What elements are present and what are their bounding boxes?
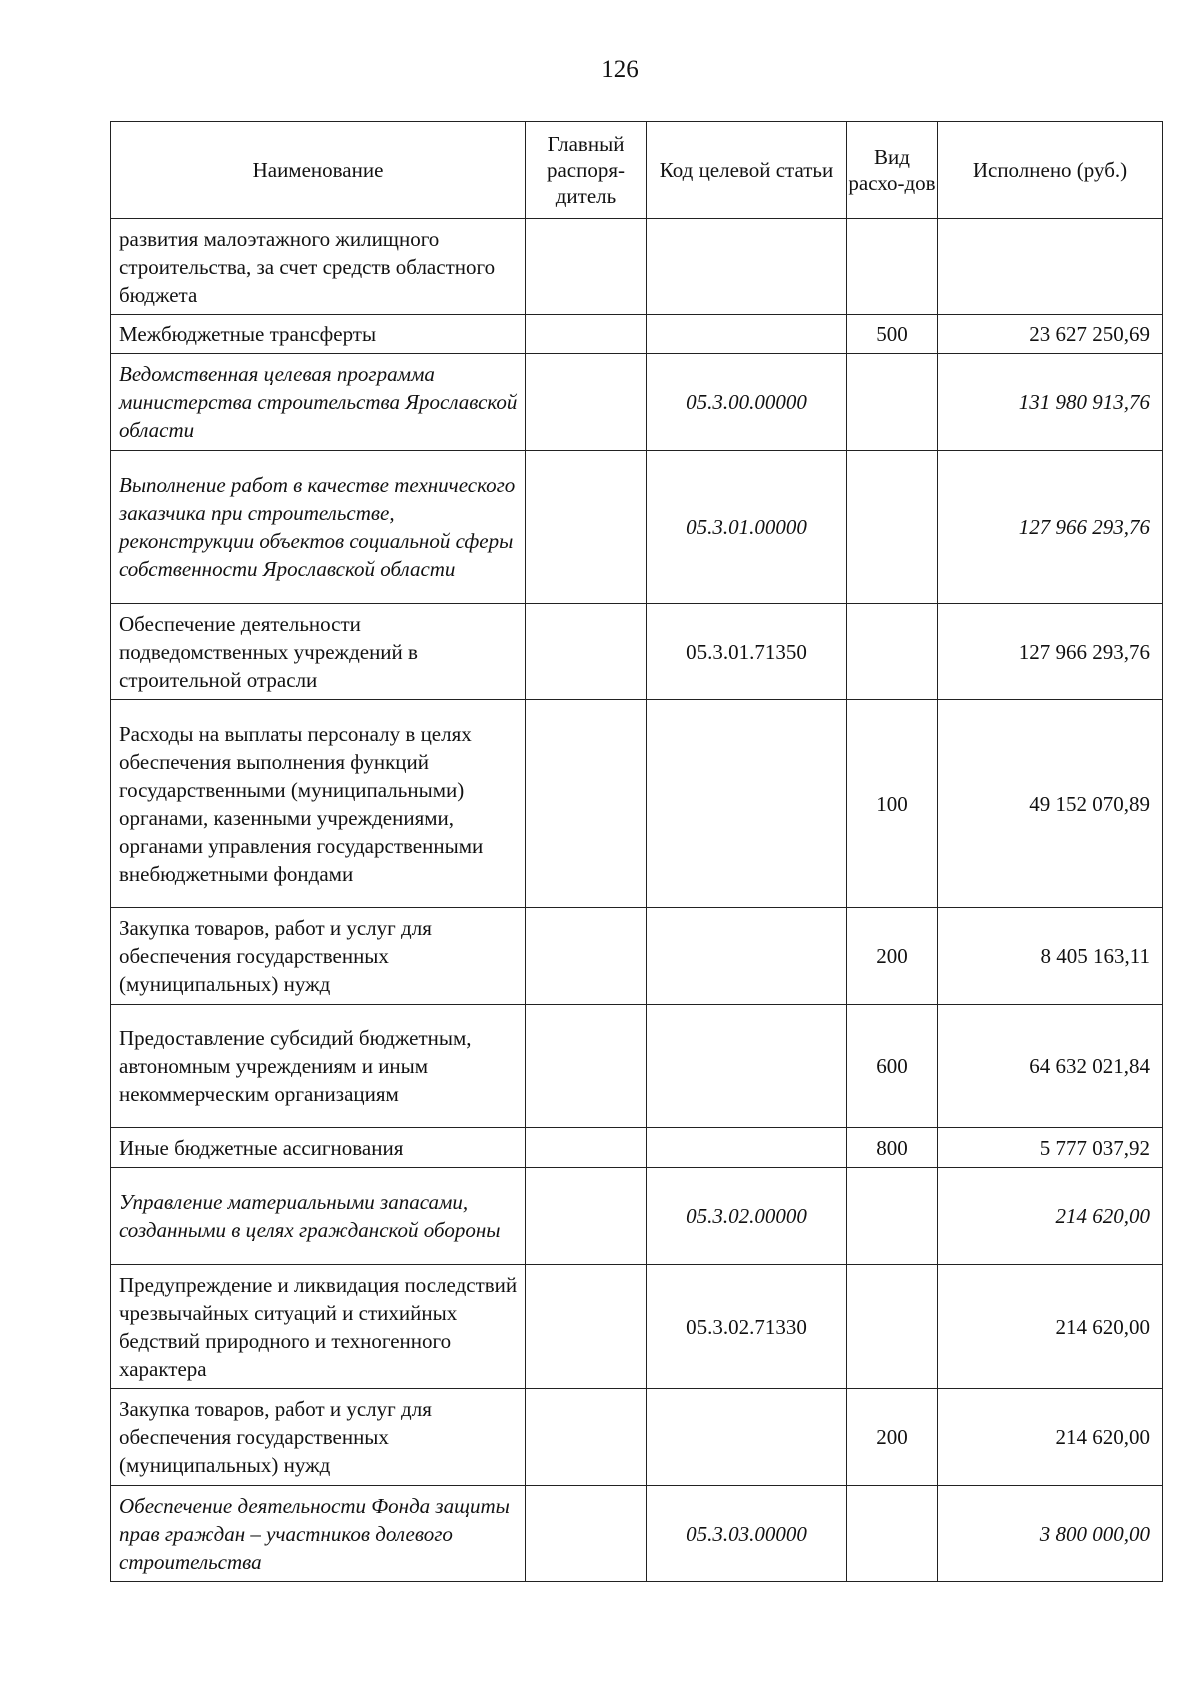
row-manager	[526, 1168, 647, 1265]
header-row	[111, 122, 1163, 219]
table-row	[111, 1005, 1163, 1128]
row-code	[647, 1128, 847, 1168]
row-manager	[526, 700, 647, 908]
row-name: Иные бюджетные ассигнования	[111, 1128, 526, 1168]
row-name: Обеспечение деятельности Фонда защиты прав граждан – участников долевого строительства	[111, 1486, 526, 1582]
row-name: Межбюджетные трансферты	[111, 315, 526, 354]
page-number: 126	[601, 56, 639, 83]
table-row	[111, 354, 1163, 451]
row-kind: 100	[847, 700, 938, 908]
table-row	[111, 451, 1163, 604]
row-amount: 49 152 070,89	[938, 700, 1163, 908]
row-code: 05.3.00.00000	[647, 354, 847, 451]
row-amount: 214 620,00	[938, 1389, 1163, 1486]
row-kind: 500	[847, 315, 938, 354]
row-amount: 64 632 021,84	[938, 1005, 1163, 1128]
row-code	[647, 1389, 847, 1486]
row-amount: 127 966 293,76	[938, 604, 1163, 700]
table-row	[111, 700, 1163, 908]
row-code: 05.3.02.71330	[647, 1265, 847, 1389]
row-manager	[526, 451, 647, 604]
row-kind	[847, 1265, 938, 1389]
header-code: Код целевой статьи	[647, 122, 847, 219]
row-manager	[526, 1389, 647, 1486]
budget-table	[110, 121, 1163, 1582]
row-amount: 8 405 163,11	[938, 908, 1163, 1005]
row-manager	[526, 1265, 647, 1389]
row-manager	[526, 1005, 647, 1128]
row-name: Закупка товаров, работ и услуг для обеспечения государственных (муниципальных) нужд	[111, 1389, 526, 1486]
header-executed: Исполнено (руб.)	[938, 122, 1163, 219]
table-row	[111, 1389, 1163, 1486]
header-name: Наименование	[111, 122, 526, 219]
table-row	[111, 219, 1163, 315]
table-row	[111, 908, 1163, 1005]
row-name: Предупреждение и ликвидация последствий чрезвычайных ситуаций и стихийных бедствий природного и техногенного характера	[111, 1265, 526, 1389]
row-code	[647, 1005, 847, 1128]
row-amount: 23 627 250,69	[938, 315, 1163, 354]
row-kind	[847, 219, 938, 315]
row-amount: 131 980 913,76	[938, 354, 1163, 451]
row-name: Закупка товаров, работ и услуг для обеспечения государственных (муниципальных) нужд	[111, 908, 526, 1005]
row-manager	[526, 315, 647, 354]
row-amount: 5 777 037,92	[938, 1128, 1163, 1168]
table-row	[111, 1168, 1163, 1265]
row-name: Выполнение работ в качестве технического заказчика при строительстве, реконструкции объектов социальной сферы собственности Ярославской области	[111, 451, 526, 604]
row-name: Обеспечение деятельности подведомственных учреждений в строительной отрасли	[111, 604, 526, 700]
row-manager	[526, 219, 647, 315]
table-row	[111, 1128, 1163, 1168]
row-kind: 200	[847, 908, 938, 1005]
header-manager: Главный распоря-дитель	[526, 122, 647, 219]
row-name: развития малоэтажного жилищного строительства, за счет средств областного бюджета	[111, 219, 526, 315]
row-amount: 127 966 293,76	[938, 451, 1163, 604]
table-row	[111, 1486, 1163, 1582]
table-row	[111, 604, 1163, 700]
table-row	[111, 1265, 1163, 1389]
row-kind	[847, 354, 938, 451]
row-name: Расходы на выплаты персоналу в целях обеспечения выполнения функций государственными (муниципальными) органами, казенными учреждениями, органами управления государственными внебюджетными фондами	[111, 700, 526, 908]
row-code	[647, 700, 847, 908]
row-code	[647, 908, 847, 1005]
row-manager	[526, 908, 647, 1005]
row-kind	[847, 451, 938, 604]
row-amount	[938, 219, 1163, 315]
row-amount: 214 620,00	[938, 1168, 1163, 1265]
table-row	[111, 315, 1163, 354]
row-manager	[526, 354, 647, 451]
row-kind	[847, 1486, 938, 1582]
row-kind	[847, 604, 938, 700]
row-kind: 600	[847, 1005, 938, 1128]
row-manager	[526, 1486, 647, 1582]
row-name: Управление материальными запасами, созданными в целях гражданской обороны	[111, 1168, 526, 1265]
row-code: 05.3.02.00000	[647, 1168, 847, 1265]
row-name: Ведомственная целевая программа министерства строительства Ярославской области	[111, 354, 526, 451]
header-kind: Вид расхо-дов	[847, 122, 938, 219]
row-code: 05.3.01.00000	[647, 451, 847, 604]
row-code: 05.3.01.71350	[647, 604, 847, 700]
row-code: 05.3.03.00000	[647, 1486, 847, 1582]
row-amount: 214 620,00	[938, 1265, 1163, 1389]
row-manager	[526, 604, 647, 700]
row-manager	[526, 1128, 647, 1168]
row-code	[647, 315, 847, 354]
row-kind: 200	[847, 1389, 938, 1486]
row-name: Предоставление субсидий бюджетным, автономным учреждениям и иным некоммерческим организациям	[111, 1005, 526, 1128]
row-code	[647, 219, 847, 315]
row-kind	[847, 1168, 938, 1265]
row-amount: 3 800 000,00	[938, 1486, 1163, 1582]
row-kind: 800	[847, 1128, 938, 1168]
